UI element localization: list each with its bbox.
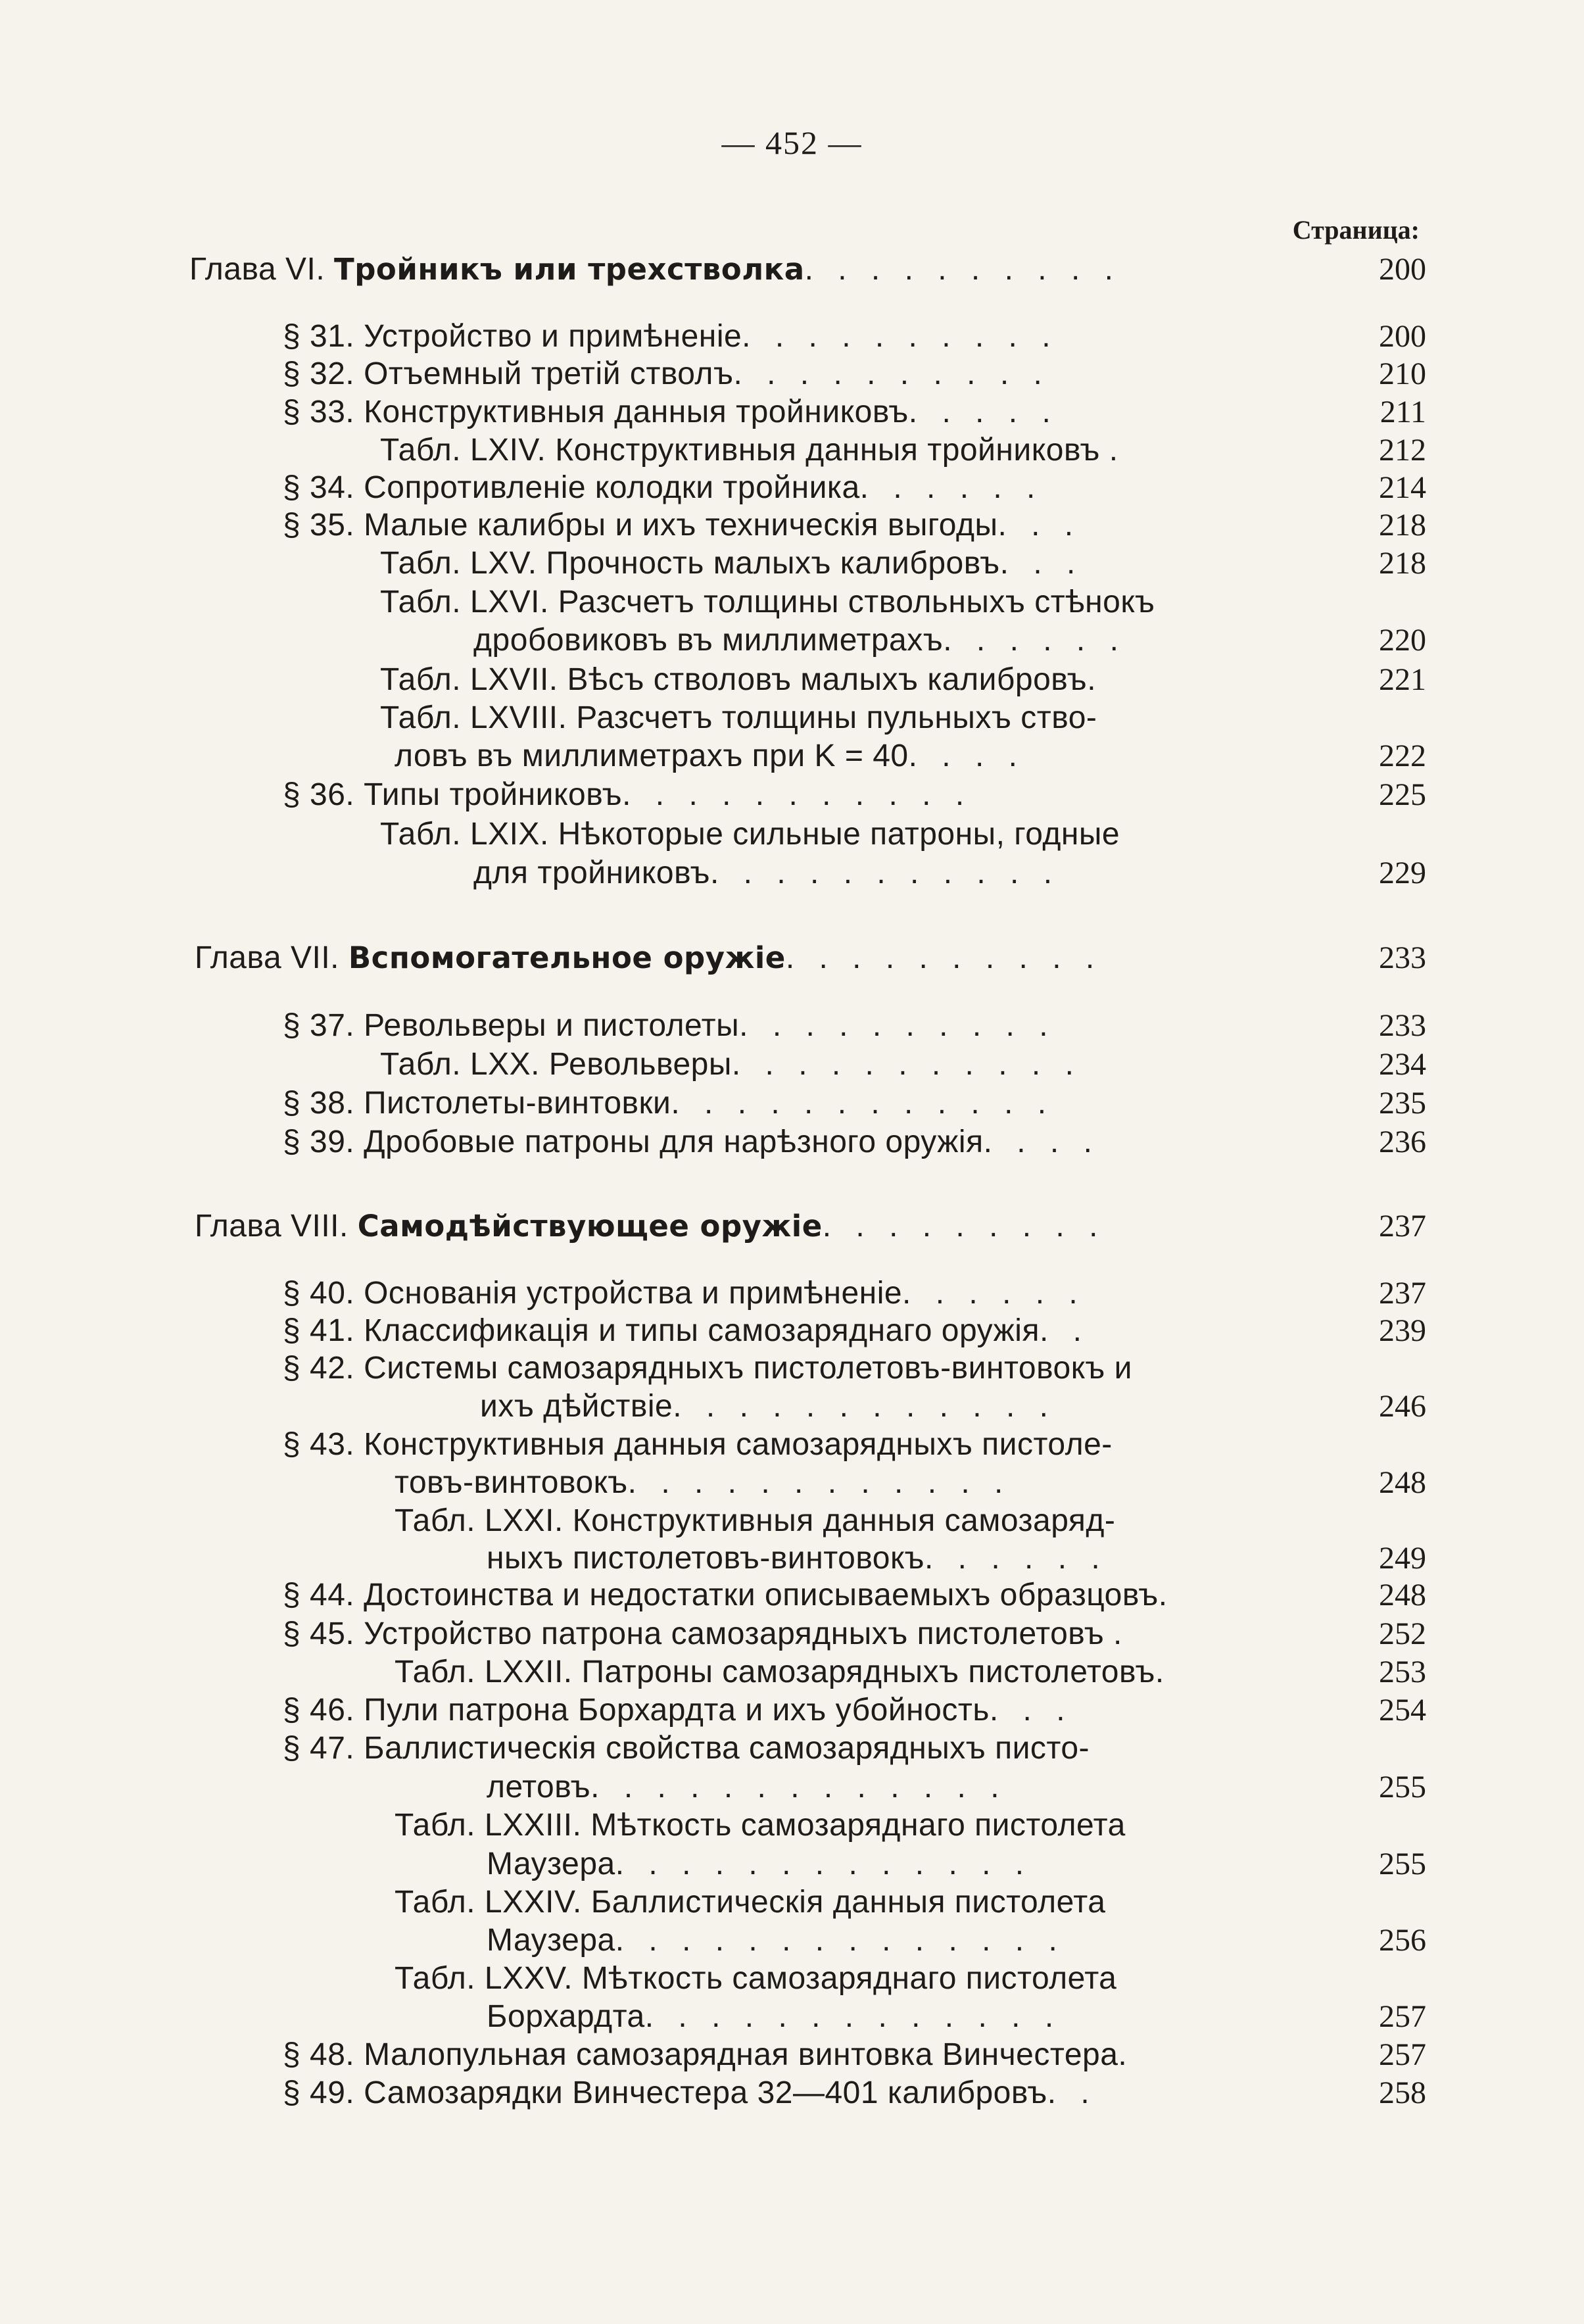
toc-entry-title: [283, 1349, 1132, 1388]
dot-leader: . . . . . . . . . . . . .: [615, 1847, 1032, 1881]
dot-leader: . . . .: [908, 738, 1025, 773]
toc-entry: [0, 1539, 1584, 1578]
toc-page-number: 255: [1379, 1770, 1426, 1804]
toc-entry-label: § 45. Устройство патрона самозарядныхъ пистолетовъ .: [283, 1616, 1122, 1651]
toc-entry-label: ныхъ пистолетовъ-винтовокъ: [487, 1541, 924, 1576]
toc-entry-label: § 32. Отъемный третій стволъ: [283, 356, 734, 391]
toc-page-number: 255: [1379, 1847, 1426, 1881]
dot-leader: . . . . . . . . . . . .: [671, 1086, 1055, 1121]
toc-entry: [0, 469, 1584, 507]
toc-entry: [0, 1998, 1584, 2036]
dot-leader: . . .: [989, 1693, 1073, 1728]
toc-page-number: 254: [1379, 1693, 1426, 1728]
toc-entry-title: [380, 431, 1118, 470]
toc-entry: [0, 1845, 1584, 1883]
dot-leader: .: [1118, 2037, 1135, 2072]
toc-entry-label: Табл. LXVIII. Разсчетъ толщины пульныхъ ство-: [380, 700, 1097, 735]
toc-entry: [0, 1576, 1584, 1614]
toc-entry-label: товъ-винтовокъ: [395, 1465, 628, 1500]
dot-leader: .: [1087, 662, 1104, 697]
toc-entry-title: [283, 355, 733, 393]
toc-page-number: 225: [1379, 777, 1426, 812]
toc-page-number: 258: [1379, 2075, 1426, 2110]
toc-entry: [0, 1502, 1584, 1540]
toc-page-number: 237: [1379, 1209, 1426, 1244]
toc-entry-title: [487, 1845, 615, 1883]
toc-entry: [0, 431, 1584, 470]
toc-entry-title: [487, 1539, 924, 1578]
toc-entry-label: § 38. Пистолеты-винтовки: [283, 1086, 671, 1121]
chapter-title: Самодѣйствующее оружіе: [357, 1209, 823, 1244]
toc-entry-title: [380, 661, 1087, 699]
toc-page-number: 218: [1379, 546, 1426, 581]
toc-entry: [0, 737, 1584, 775]
dot-leader: . . . . . .: [902, 1276, 1086, 1311]
toc-entry-title: [395, 1502, 1115, 1540]
toc-entry-label: § 48. Малопульная самозарядная винтовка Винчестера: [283, 2037, 1118, 2072]
toc-entry: [0, 1806, 1584, 1845]
toc-entry-title: [283, 1123, 984, 1161]
toc-entry-title: [395, 1653, 1164, 1691]
toc-entry-label: § 31. Устройство и примѣненіе: [283, 319, 742, 354]
toc-entry: [0, 1007, 1584, 1045]
toc-entry-title: [283, 1007, 739, 1045]
dot-leader: . . . . . . . . . .: [739, 1008, 1056, 1043]
toc-page-number: 218: [1379, 508, 1426, 543]
toc-entry-title: [395, 1883, 1105, 1922]
toc-entry: [0, 2036, 1584, 2074]
toc-entry-label: § 33. Конструктивныя данныя тройниковъ: [283, 395, 909, 429]
toc-entry-title: [283, 469, 860, 507]
toc-entry-label: § 47. Баллистическія свойства самозарядныхъ писто-: [283, 1731, 1090, 1766]
toc-entry-title: [283, 1426, 1113, 1464]
dot-leader: . . . . . . . . . . . .: [627, 1465, 1011, 1500]
dot-leader: . . . . . . . . . . .: [710, 856, 1061, 890]
toc-entry-label: Табл. LXIX. Нѣкоторые сильные патроны, годные: [380, 817, 1120, 852]
toc-page-number: 237: [1379, 1276, 1426, 1311]
toc-entry: [0, 939, 1584, 977]
toc-entry: [0, 545, 1584, 583]
toc-entry-title: [487, 1998, 645, 2036]
dot-leader: . . . . .: [908, 395, 1059, 429]
toc-entry-label: Маузера: [487, 1847, 615, 1881]
toc-entry: [0, 1123, 1584, 1161]
toc-entry: [0, 1312, 1584, 1350]
dot-leader: . . . . . . . . . .: [742, 319, 1059, 354]
toc-entry-title: [395, 1464, 628, 1502]
toc-entry-title: [283, 318, 742, 356]
toc-entry-label: ихъ дѣйствіе: [480, 1389, 673, 1424]
toc-entry-label: Глава VI.: [189, 252, 335, 287]
toc-entry: [0, 1464, 1584, 1502]
dot-leader: . .: [1047, 2075, 1097, 2110]
dot-leader: . . . .: [983, 1125, 1100, 1159]
toc-entry-title: [283, 393, 909, 431]
toc-page-number: 236: [1379, 1125, 1426, 1159]
toc-page-number: 220: [1379, 623, 1426, 658]
toc-entry-title: [283, 1730, 1090, 1768]
toc-entry-title: [395, 737, 909, 775]
toc-entry: [0, 1615, 1584, 1653]
toc-entry-label: Табл. LXIV. Конструктивныя данныя тройниковъ .: [380, 433, 1118, 468]
toc-entry-title: [480, 1388, 673, 1426]
toc-entry: [0, 1349, 1584, 1388]
toc-page-number: 239: [1379, 1313, 1426, 1348]
toc-entry-title: [473, 854, 710, 892]
dot-leader: . . .: [997, 508, 1082, 543]
toc-entry-label: § 41. Классификація и типы самозаряднаго оружія: [283, 1313, 1040, 1348]
toc-entry-label: § 34. Сопротивленіе колодки тройника: [283, 470, 860, 505]
toc-entry-title: [380, 545, 1000, 583]
toc-entry-title: [283, 2074, 1047, 2112]
toc-page-number: 222: [1379, 738, 1426, 773]
toc-entry-title: [283, 1691, 990, 1730]
toc-entry: [0, 1046, 1584, 1084]
toc-entry-title: [380, 583, 1155, 621]
toc-page-number: 235: [1379, 1086, 1426, 1121]
toc-entry-title: [189, 251, 805, 289]
toc-entry-title: [283, 776, 622, 814]
toc-entry: [0, 1730, 1584, 1768]
dot-leader: . . . . . .: [859, 470, 1044, 505]
page-number: — 452 —: [721, 124, 863, 161]
toc-entry: [0, 1274, 1584, 1313]
toc-entry-label: § 36. Типы тройниковъ: [283, 777, 623, 812]
toc-entry-label: § 40. Основанія устройства и примѣненіе: [283, 1276, 903, 1311]
toc-entry: [0, 661, 1584, 699]
toc-entry: [0, 1960, 1584, 1998]
toc-page-number: 234: [1379, 1047, 1426, 1082]
toc-entry: [0, 2074, 1584, 2112]
toc-entry-label: § 43. Конструктивныя данныя самозарядныхъ пистоле-: [283, 1427, 1113, 1462]
toc-entry-label: § 42. Системы самозарядныхъ пистолетовъ-винтовокъ и: [283, 1351, 1132, 1386]
toc-entry-title: [283, 2036, 1118, 2074]
toc-page-number: 257: [1379, 2037, 1426, 2072]
toc-entry-label: Табл. LXV. Прочность малыхъ калибровъ: [380, 546, 1000, 581]
toc-entry-label: § 39. Дробовые патроны для нарѣзного оружія: [283, 1125, 984, 1159]
toc-entry-label: ловъ въ миллиметрахъ при K = 40: [395, 738, 909, 773]
toc-entry: [0, 506, 1584, 545]
dot-leader: . . . . . . . . . .: [733, 356, 1050, 391]
toc-entry: [0, 1768, 1584, 1806]
toc-entry-title: [487, 1768, 590, 1806]
chapter-title: Тройникъ или трехстволка: [334, 252, 805, 287]
toc-entry-title: [283, 1274, 902, 1313]
toc-entry-title: [283, 506, 997, 545]
toc-entry: [0, 1691, 1584, 1730]
toc-entry-label: § 44. Достоинства и недостатки описываемыхъ образцовъ.: [283, 1578, 1168, 1612]
dot-leader: . . . . . .: [943, 623, 1126, 658]
toc-entry-label: Глава VIII.: [195, 1209, 358, 1244]
dot-leader: . . . . . . . . . . .: [622, 777, 972, 812]
toc-page-number: 257: [1379, 1999, 1426, 2034]
toc-entry: [0, 815, 1584, 854]
toc-page-number: 248: [1379, 1465, 1426, 1500]
dot-leader: . . . . . . . . . . . . .: [590, 1770, 1007, 1804]
toc-page-number: 214: [1379, 470, 1426, 505]
toc-entry: [0, 1388, 1584, 1426]
toc-entry-label: § 49. Самозарядки Винчестера 32—401 калибровъ: [283, 2075, 1047, 2110]
toc-page-number: 249: [1379, 1541, 1426, 1576]
toc-entry-title: [195, 1207, 823, 1246]
toc-page-number: 248: [1379, 1578, 1426, 1612]
dot-leader: . . . . . . . . . . . .: [673, 1389, 1056, 1424]
toc-entry-title: [380, 815, 1120, 854]
toc-page-number: 253: [1379, 1655, 1426, 1689]
dot-leader: . . . . . .: [924, 1541, 1108, 1576]
toc-entry-label: Табл. LXVI. Разсчетъ толщины ствольныхъ стѣнокъ: [380, 585, 1155, 619]
toc-entry-title: [283, 1312, 1040, 1350]
toc-entry: [0, 1653, 1584, 1691]
toc-entry: [0, 393, 1584, 431]
dot-leader: . . . . . . . . . .: [785, 940, 1103, 975]
dot-leader: . .: [1039, 1313, 1090, 1348]
toc-entry-title: [473, 621, 943, 660]
toc-page-number: 233: [1379, 940, 1426, 975]
toc-entry-label: § 35. Малые калибры и ихъ техническія выгоды: [283, 508, 998, 543]
toc-page-number: 246: [1379, 1389, 1426, 1424]
toc-page-number: 200: [1379, 319, 1426, 354]
toc-entry: [0, 1883, 1584, 1922]
toc-entry: [0, 583, 1584, 621]
toc-entry: [0, 699, 1584, 737]
toc-entry-title: [395, 1806, 1126, 1845]
toc-entry-label: Борхардта: [487, 1999, 645, 2034]
toc-page-number: 233: [1379, 1008, 1426, 1043]
toc-entry-label: Табл. LXXV. Мѣткость самозаряднаго пистолета: [395, 1961, 1117, 1996]
dot-leader: . . . . . . . . . . .: [731, 1047, 1082, 1082]
toc-entry: [0, 1207, 1584, 1246]
toc-entry: [0, 1084, 1584, 1123]
toc-page-number: 221: [1379, 662, 1426, 697]
toc-entry-label: Табл. LXXI. Конструктивныя данныя самозаряд-: [395, 1503, 1116, 1538]
dot-leader: . . . . . . . . .: [822, 1209, 1106, 1244]
toc-entry-title: [283, 1615, 1122, 1653]
toc-entry-label: дробовиковъ въ миллиметрахъ: [473, 623, 944, 658]
toc-entry: [0, 854, 1584, 892]
toc-entry-title: [380, 699, 1097, 737]
toc-entry-label: § 46. Пули патрона Борхардта и ихъ убойность: [283, 1693, 990, 1728]
toc-entry-title: [395, 1960, 1116, 1998]
toc-entry-label: летовъ: [487, 1770, 591, 1804]
toc-entry-title: [380, 1046, 732, 1084]
toc-page-number: 211: [1380, 395, 1426, 429]
toc-entry-label: Маузера: [487, 1923, 615, 1958]
toc-entry: [0, 355, 1584, 393]
toc-entry-title: [283, 1576, 1168, 1614]
toc-entry-label: Табл. LXVII. Вѣсъ стволовъ малыхъ калибровъ: [380, 662, 1088, 697]
toc-entry-title: [487, 1922, 615, 1960]
toc-page-number: 200: [1379, 252, 1426, 287]
dot-leader: . . . . . . . . . . . . .: [644, 1999, 1062, 2034]
toc-page-number: 210: [1379, 356, 1426, 391]
toc-entry-label: § 37. Револьверы и пистолеты: [283, 1008, 740, 1043]
dot-leader: . . . . . . . . . . . . . .: [615, 1923, 1065, 1958]
page-column-header: Страница:: [1292, 215, 1420, 245]
toc-entry-title: [283, 1084, 671, 1123]
toc-entry-label: для тройниковъ: [473, 856, 710, 890]
toc-entry-label: Табл. LXXIII. Мѣткость самозаряднаго пистолета: [395, 1808, 1126, 1843]
dot-leader: . . . . . . . . . .: [804, 252, 1121, 287]
toc-entry: [0, 251, 1584, 289]
dot-leader: . . .: [999, 546, 1084, 581]
toc-entry-label: Глава VII.: [195, 940, 348, 975]
toc-entry: [0, 1426, 1584, 1464]
toc-page-number: 229: [1379, 856, 1426, 890]
toc-entry: [0, 1922, 1584, 1960]
toc-entry: [0, 776, 1584, 814]
chapter-title: Вспомогательное оружіе: [348, 940, 786, 975]
toc-entry-label: Табл. LXX. Револьверы: [380, 1047, 732, 1082]
toc-page-number: 212: [1379, 433, 1426, 468]
toc-entry-label: Табл. LXXIV. Баллистическія данныя пистолета: [395, 1885, 1106, 1920]
toc-entry-label: Табл. LXXII. Патроны самозарядныхъ пистолетовъ.: [395, 1655, 1164, 1689]
toc-entry-title: [195, 939, 786, 977]
toc-entry: [0, 318, 1584, 356]
toc-page-number: 252: [1379, 1616, 1426, 1651]
toc-entry: [0, 621, 1584, 660]
toc-page-number: 256: [1379, 1923, 1426, 1958]
